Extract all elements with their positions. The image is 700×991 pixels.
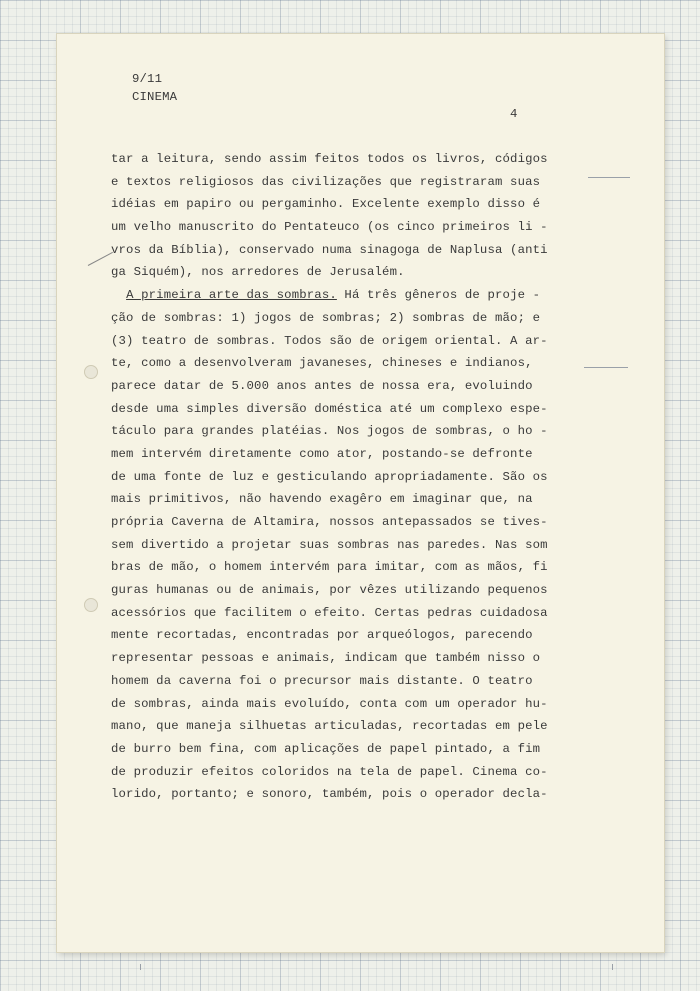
- text-line: vros da Bíblia), conservado numa sinagoga de Naplusa (anti: [111, 242, 548, 257]
- text-line: de sombras, ainda mais evoluído, conta com um operador hu-: [111, 696, 548, 711]
- punch-hole-upper: [84, 365, 98, 379]
- page-number: 4: [510, 107, 518, 121]
- text-line: lorido, portanto; e sonoro, também, pois o operador decla-: [111, 787, 548, 802]
- body-text: [111, 148, 551, 806]
- text-line: mente recortadas, encontradas por arqueólogos, parecendo: [111, 628, 533, 643]
- text-line: de uma fonte de luz e gesticulando apropriadamente. São os: [111, 469, 548, 484]
- text-line: (3) teatro de sombras. Todos são de origem oriental. A ar-: [111, 333, 548, 348]
- document-header: [132, 70, 177, 106]
- text-line: mem intervém diretamente como ator, postando-se defronte: [111, 446, 533, 461]
- document-title: CINEMA: [132, 90, 178, 104]
- text-line: ção de sombras: 1) jogos de sombras; 2) sombras de mão; e: [111, 310, 541, 325]
- text-line: própria Caverna de Altamira, nossos antepassados se tives-: [111, 515, 548, 529]
- text-line: homem da caverna foi o precursor mais distante. O teatro: [111, 673, 533, 688]
- text-line: sem divertido a projetar suas sombras nas paredes. Nas som: [111, 537, 548, 552]
- text-line: representar pessoas e animais, indicam que também nisso o: [111, 651, 541, 666]
- text-line: idéias em papiro ou pergaminho. Excelente exemplo disso é: [111, 197, 541, 212]
- text-line: te, como a desenvolveram javaneses, chineses e indianos,: [111, 356, 533, 371]
- section-heading-line: [111, 284, 551, 307]
- text-line: bras de mão, o homem intervém para imitar, com as mãos, fi: [111, 560, 548, 575]
- text-line: tar a leitura, sendo assim feitos todos os livros, códigos: [111, 152, 548, 166]
- text-line: ga Siquém), nos arredores de Jerusalém.: [111, 265, 405, 280]
- text-line: de burro bem fina, com aplicações de papel pintado, a fim: [111, 741, 541, 756]
- text-line: mais primitivos, não havendo exagêro em imaginar que, na: [111, 492, 533, 507]
- section-heading: A primeira arte das sombras.: [126, 288, 337, 303]
- margin-pencil-mark-upper: [588, 177, 630, 178]
- text-line: desde uma simples diversão doméstica até um complexo espe-: [111, 401, 548, 416]
- punch-hole-lower: [84, 598, 98, 612]
- margin-pencil-mark-lower: [584, 367, 628, 368]
- text-line: guras humanas ou de animais, por vêzes utilizando pequenos: [111, 583, 548, 598]
- page-edge-tick: [140, 964, 141, 970]
- text-line: um velho manuscrito do Pentateuco (os cinco primeiros li -: [111, 220, 548, 235]
- text-line: acessórios que facilitem o efeito. Certas pedras cuidadosa: [111, 605, 548, 620]
- text-line: e textos religiosos das civilizações que registraram suas: [111, 174, 541, 189]
- text-line: parece datar de 5.000 anos antes de nossa era, evoluindo: [111, 378, 533, 393]
- text-line: mano, que maneja silhuetas articuladas, recortadas em pele: [111, 719, 548, 734]
- text-line: de produzir efeitos coloridos na tela de papel. Cinema co-: [111, 764, 548, 779]
- page-edge-tick: [612, 964, 613, 970]
- text-line: táculo para grandes platéias. Nos jogos de sombras, o ho -: [111, 424, 548, 439]
- document-code: 9/11: [132, 72, 163, 86]
- section-heading-continuation: Há três gêneros de proje -: [336, 288, 541, 303]
